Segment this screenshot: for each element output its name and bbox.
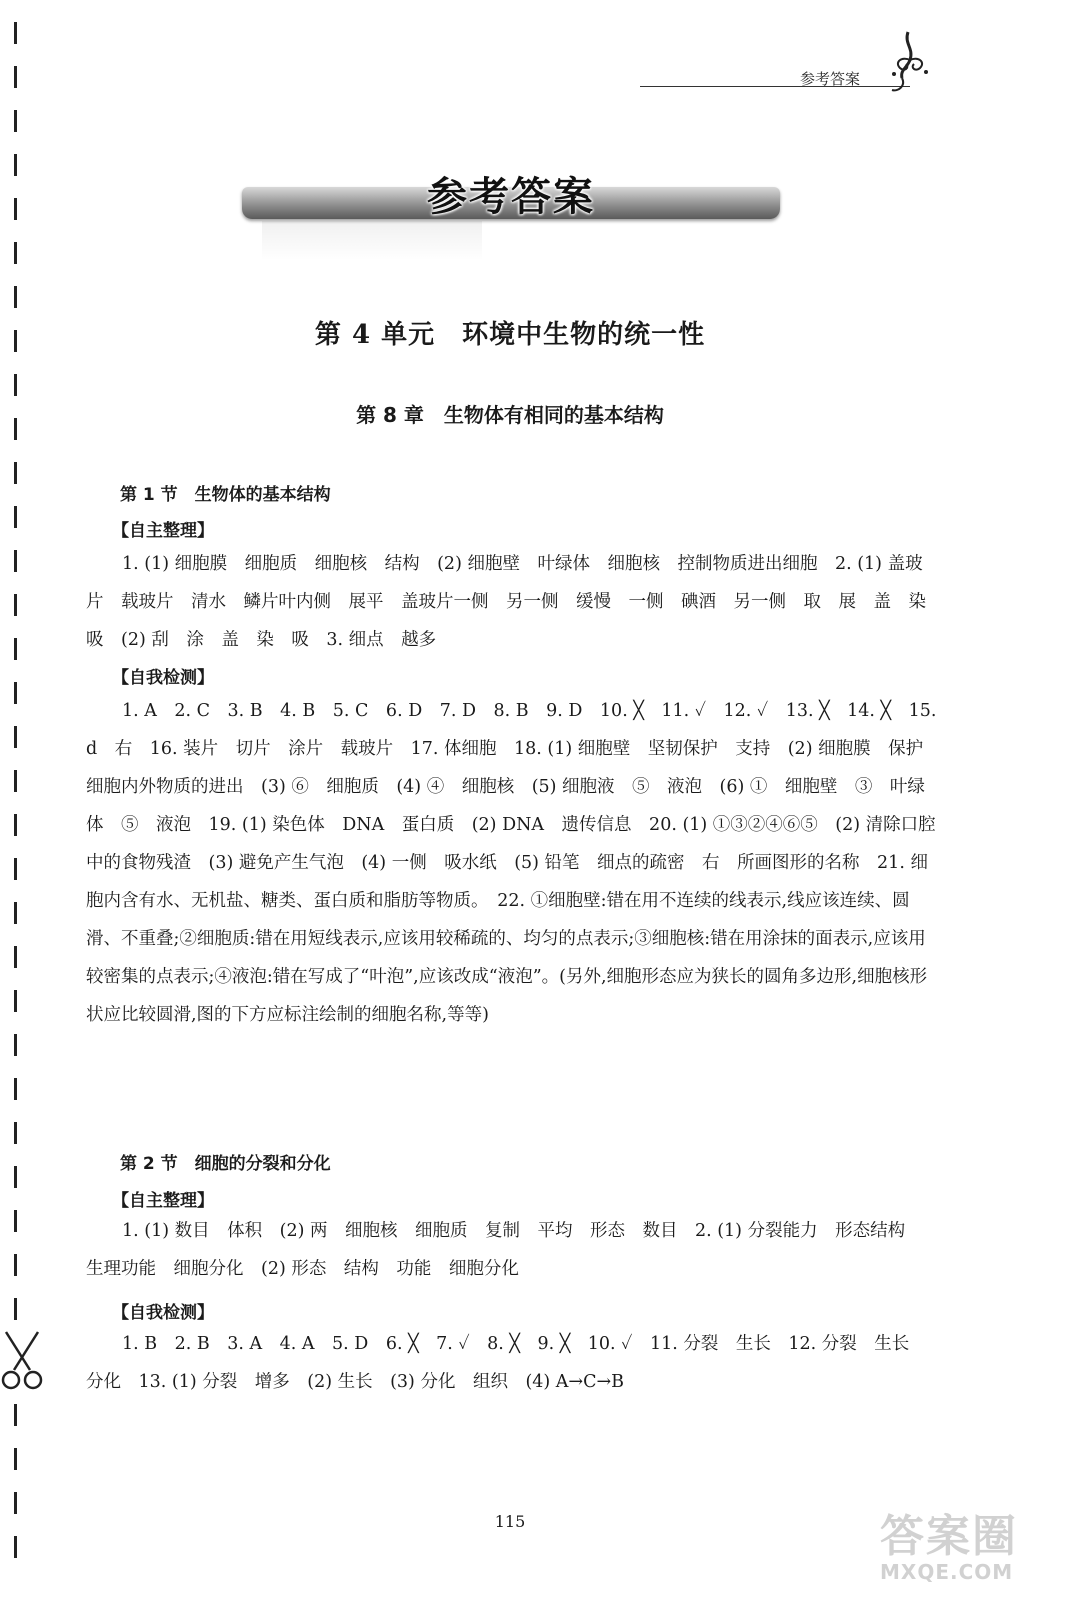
section-1-title: 第 1 节 生物体的基本结构 [120, 485, 331, 505]
flourish-icon [880, 28, 940, 98]
scissors-icon [0, 1330, 44, 1392]
watermark-line-1: 答案圈 [880, 1511, 1018, 1562]
section-2-title: 第 2 节 细胞的分裂和分化 [120, 1154, 331, 1174]
section-1-self-check-heading: 【自我检测】 [112, 668, 214, 688]
section-2-self-check-heading: 【自我检测】 [112, 1303, 214, 1323]
page-number: 115 [494, 1512, 526, 1531]
section-2-self-check-text: 1. B 2. B 3. A 4. A 5. D 6. ╳ 7. ✓ 8. ╳ 9. ╳ 10. ✓ 11. 分裂 生长 12. 分裂 生长 分化 13. (1) 分裂 增多 (2) 生长 (3) 分化 组织 (4) A→C→B [86, 1334, 927, 1392]
section-2-self-arrange-text: 1. (1) 数目 体积 (2) 两 细胞核 细胞质 复制 平均 形态 数目 2. (1) 分裂能力 形态结构 生理功能 细胞分化 (2) 形态 结构 功能 细胞分化 [86, 1221, 923, 1279]
section-1-self-check-text: 1. A 2. C 3. B 4. B 5. C 6. D 7. D 8. B 9. D 10. ╳ 11. ✓ 12. ✓ 13. ╳ 14. ╳ 15. d 右 16. 装片 切片 涂片 载玻片 17. 体细胞 18. (1) 细胞壁 坚韧保护 支持 (2) 细胞膜 保护 细胞内外物质的进出 (3) ⑥ 细胞质 (4) ④ 细胞核 (5) 细胞液 ⑤ 液泡 (6) ① 细胞壁 ③ 叶绿体 ⑤ 液泡 19. (1) 染色体 DNA 蛋白质 (2) DNA 遗传信息 20. (1) ①③②④⑥⑤ (2) 清除口腔中的食物残渣 (3) 避免产生气泡 (4) 一侧 吸水纸 (5) 铅笔 细点的疏密 右 所画图形的名称 21. 细胞内含有水、无机盐、糖类、蛋白质和脂肪等物质。 22. ①细胞壁:错在用不连续的线表示,线应该连续、圆滑、不重叠;②细胞质:错在用短线表示,应该用较稀疏的、均匀的点表示;③细胞核:错在用涂抹的面表示,应该用较密集的点表示;④液泡:错在写成了“叶泡”,应该改成“液泡”。(另外,细胞形态应为狭长的圆角多边形,细胞核形状应比较圆滑,图的下方应标注绘制的细胞名称,等等) [86, 701, 942, 1025]
running-head-label: 参考答案 [800, 70, 861, 88]
running-head [640, 28, 940, 98]
section-2-self-arrange-heading: 【自主整理】 [112, 1191, 214, 1211]
watermark-logo [880, 1500, 1070, 1596]
banner-title: 参考答案 [427, 174, 595, 220]
section-1-self-arrange-heading: 【自主整理】 [112, 521, 214, 541]
banner-shadow [262, 221, 482, 261]
watermark-line-2: MXQE.COM [880, 1560, 1014, 1584]
running-head-rule [640, 86, 910, 87]
unit-title: 第 4 单元 环境中生物的统一性 [314, 320, 706, 350]
answer-banner [242, 165, 780, 229]
chapter-title: 第 8 章 生物体有相同的基本结构 [356, 403, 664, 427]
section-1-self-arrange-text: 1. (1) 细胞膜 细胞质 细胞核 结构 (2) 细胞壁 叶绿体 细胞核 控制物质进出细胞 2. (1) 盖玻片 载玻片 清水 鳞片叶内侧 展平 盖玻片一侧 另一侧 缓慢 一侧 碘酒 另一侧 取 展 盖 染 吸 (2) 刮 涂 盖 染 吸 3. 细点 越多 [86, 554, 944, 650]
